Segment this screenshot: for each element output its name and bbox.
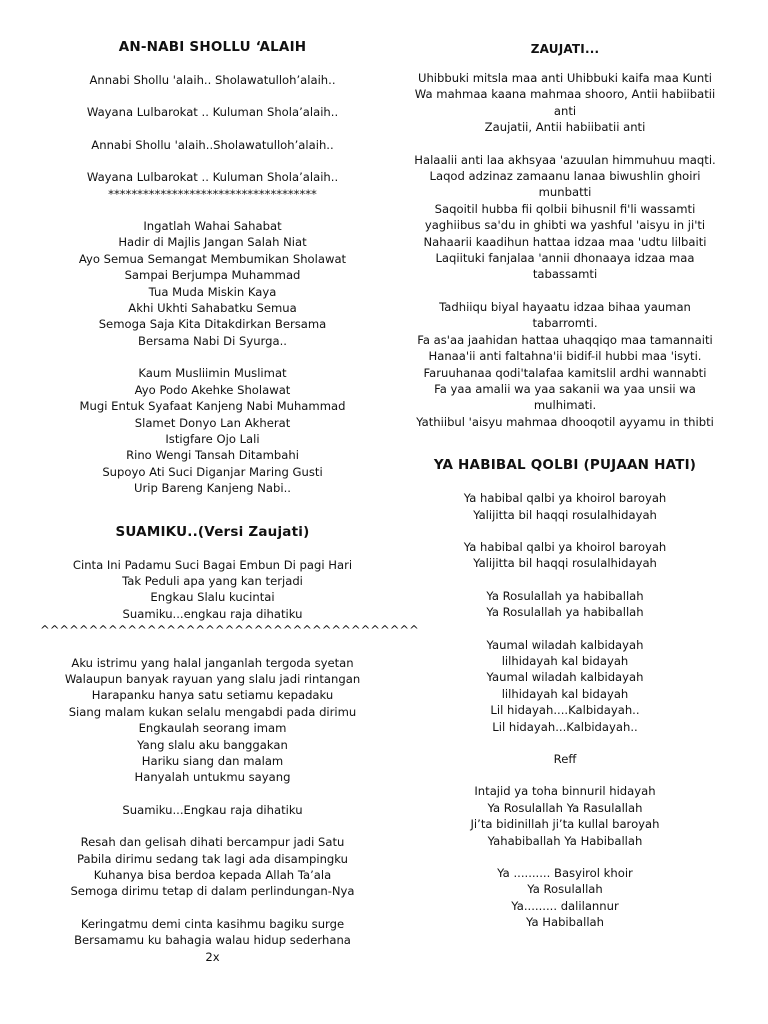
lyric-line: Aku istrimu yang halal janganlah tergoda syetan [71, 655, 354, 670]
lyric-line: lilhidayah kal bidayah [501, 686, 629, 701]
stanza [400, 539, 730, 572]
song-title-ya-habibal-qolbi: YA HABIBAL QOLBI (PUJAAN HATI) [433, 457, 697, 474]
stanza [400, 865, 730, 931]
lyric-line: Walaupun banyak rayuan yang slalu jadi rintangan [64, 671, 361, 686]
lyric-line: yaghiibus sa'du in ghibti wa yashful 'aisyu in ji'ti [424, 218, 706, 233]
lyric-line: tabassamti [532, 267, 598, 282]
lyric-line: Bersamamu ku bahagia walau hidup sederhana [74, 933, 351, 948]
stanza [40, 655, 385, 786]
lyric-line: Suamiku...Engkau raja dihatiku [122, 802, 303, 817]
lyric-line: Yang slalu aku banggakan [137, 737, 288, 752]
lyric-line: Yathiibul 'aisyu mahmaa dhooqotil ayyamu in thibti [416, 414, 714, 429]
stanza [400, 152, 730, 283]
stanza [40, 557, 419, 639]
lyric-line: Ya Rosulallah [527, 882, 603, 897]
left-column [40, 38, 419, 965]
lyric-line: Ya Rosulallah Ya Rasulallah [487, 800, 643, 815]
lyric-line: Ya......... dalilannur [511, 898, 619, 913]
lyric-line: Siang malam kukan selalu mengabdi pada dirimu [68, 704, 357, 719]
lyric-line: Keringatmu demi cinta kasihmu bagiku surge [80, 916, 345, 931]
lyric-line: Harapanku hanya satu setiamu kepadaku [91, 688, 334, 703]
lyric-line: Suamiku...engkau raja dihatiku [122, 606, 303, 621]
lyric-line: Yaumal wiladah kalbidayah [486, 670, 644, 685]
lyric-line: Intajid ya toha binnuril hidayah [474, 784, 656, 799]
lyric-line: Urip Bareng Kanjeng Nabi.. [134, 481, 291, 496]
lyric-line: anti [553, 103, 577, 118]
song-title-an-nabi-shollu-alaih: AN-NABI SHOLLU ‘ALAIH [118, 39, 307, 55]
lyric-line: Sampai Berjumpa Muhammad [124, 268, 301, 283]
lyric-line: Engkaulah seorang imam [138, 721, 287, 736]
lyric-line: Annabi Shollu 'alaih..Sholawatulloh’alaih.. [91, 137, 334, 152]
lyric-line: Lil hidayah...Kalbidayah.. [492, 719, 638, 734]
separator-line: ^^^^^^^^^^^^^^^^^^^^^^^^^^^^^^^^^^^^^^^ [40, 623, 419, 638]
lyric-line: Uhibbuki mitsla maa anti Uhibbuki kaifa maa Kunti [417, 71, 713, 85]
lyric-line: Wayana Lulbarokat .. Kuluman Shola’alaih.. [86, 170, 339, 185]
section-spacer [40, 497, 385, 523]
lyric-line: Ya Habiballah [525, 915, 605, 930]
stanza [40, 916, 385, 965]
lyric-line: Ingatlah Wahai Sahabat [143, 219, 282, 234]
lyric-line: Laqiituki fanjalaa 'annii dhonaaya idzaa maa [435, 251, 695, 266]
lyric-line: Ji’ta bidinillah ji’ta kullal baroyah [470, 817, 660, 832]
lyric-line: Hadir di Majlis Jangan Salah Niat [118, 235, 307, 250]
lyric-line: Laqod adzinaz zamaanu lanaa biwushlin ghoiri [429, 169, 701, 184]
lyric-line: Hariku siang dan malam [141, 754, 284, 768]
stanza [40, 218, 385, 349]
lyric-line: Ayo Semua Semangat Membumikan Sholawat [78, 251, 347, 266]
stanza [40, 72, 385, 88]
lyric-line: Semoga dirimu tetap di dalam perlindungan-Nya [70, 884, 355, 899]
lyric-line: Nahaarii kaadihun hattaa idzaa maa 'udtu lilbaiti [423, 234, 707, 249]
lyric-line: munbatti [538, 185, 592, 200]
stanza [400, 299, 730, 430]
lyric-line: Ya habibal qalbi ya khoirol baroyah [463, 491, 667, 506]
stanza [400, 637, 730, 735]
stanza [400, 751, 730, 767]
lyric-line: Ya habibal qalbi ya khoirol baroyah [463, 539, 667, 554]
lyric-line: Ayo Podo Akehke Sholawat [134, 382, 291, 397]
lyric-line: Ya Rosulallah ya habiballah [486, 605, 644, 620]
lyric-line: Yalijitta bil haqqi rosulalhidayah [473, 507, 657, 522]
repeat-marker: 2x [205, 949, 220, 964]
stanza [400, 588, 730, 621]
lyric-line: Cinta Ini Padamu Suci Bagai Embun Di pagi Hari [72, 557, 353, 572]
lyric-line: lilhidayah kal bidayah [501, 653, 629, 668]
lyric-line: Faruuhanaa qodi'talafaa kamitslil ardhi wannabti [423, 365, 707, 380]
section-spacer [400, 430, 730, 456]
lyric-line: Istigfare Ojo Lali [165, 431, 260, 446]
stanza [400, 70, 730, 136]
lyric-line: Resah dan gelisah dihati bercampur jadi Satu [80, 835, 345, 850]
lyric-line: Halaalii anti laa akhsyaa 'azuulan himmuhuu maqti. [414, 152, 716, 167]
lyric-line: Wayana Lulbarokat .. Kuluman Shola’alaih.. [86, 105, 339, 120]
lyric-line: Tak Peduli apa yang kan terjadi [122, 573, 303, 588]
lyric-line: Pabila dirimu sedang tak lagi ada disampingku [77, 851, 348, 866]
stanza [40, 137, 385, 153]
lyric-line: mulhimati. [533, 398, 597, 413]
lyric-line: Supoyo Ati Suci Diganjar Maring Gusti [102, 464, 323, 479]
lyric-line: Yahabiballah Ya Habiballah [487, 833, 643, 848]
lyric-line: Ya .......... Basyirol khoir [497, 866, 633, 881]
lyric-line: Lil hidayah....Kalbidayah.. [490, 703, 640, 718]
song-title-suamiku: SUAMIKU..(Versi Zaujati) [115, 523, 310, 540]
lyric-line: Yalijitta bil haqqi rosulalhidayah [473, 556, 657, 571]
lyric-line: Saqoitil hubba fii qolbii bihusnil fi'li wassamti [434, 201, 696, 216]
lyric-line: Tua Muda Miskin Kaya [148, 284, 277, 299]
lyric-line: Engkau Slalu kucintai [150, 590, 275, 605]
stanza [40, 802, 385, 818]
lyric-line: Tadhiiqu biyal hayaatu idzaa bihaa yauman [439, 299, 691, 314]
lyric-line: Annabi Shollu 'alaih.. Sholawatulloh’alaih.. [89, 73, 336, 87]
lyric-line: Semoga Saja Kita Ditakdirkan Bersama [98, 317, 327, 332]
stanza [40, 365, 385, 496]
stanza [40, 169, 385, 202]
lyric-line: Mugi Entuk Syafaat Kanjeng Nabi Muhammad [79, 399, 346, 414]
lyric-line: Kaum Musliimin Muslimat [138, 366, 287, 381]
lyric-line: Yaumal wiladah kalbidayah [486, 637, 644, 652]
lyric-line: tabarromti. [532, 316, 598, 331]
lyric-line: Fa yaa amalii wa yaa sakanii wa yaa unsii wa [434, 381, 696, 396]
reff-label: Reff [553, 752, 577, 766]
lyric-line: Ya Rosulallah ya habiballah [486, 588, 644, 603]
lyric-line: Rino Wengi Tansah Ditambahi [126, 448, 299, 463]
stanza [400, 490, 730, 523]
lyric-line: Bersama Nabi Di Syurga.. [138, 333, 287, 348]
lyric-line: Kuhanya bisa berdoa kepada Allah Ta’ala [93, 868, 332, 883]
lyric-line: Wa mahmaa kaana mahmaa shooro, Antii habiibatii [414, 87, 716, 102]
lyric-line: Hanaa'ii anti faltahna'ii bidif-il hubbi maa 'isyti. [428, 349, 702, 364]
lyric-line: Slamet Donyo Lan Akherat [134, 415, 291, 430]
right-column [400, 38, 730, 931]
lyric-line: Zaujatii, Antii habiibatii anti [484, 120, 646, 135]
separator-line: ************************************ [108, 186, 317, 201]
lyric-line: Hanyalah untukmu sayang [134, 770, 291, 785]
lyric-line: Akhi Ukhti Sahabatku Semua [128, 301, 297, 316]
lyric-line: Fa as'aa jaahidan hattaa uhaqqiqo maa tamannaiti [417, 332, 713, 347]
stanza [40, 104, 385, 120]
stanza [40, 834, 385, 900]
song-title-zaujati: ZAUJATI... [530, 42, 600, 56]
stanza [400, 783, 730, 849]
